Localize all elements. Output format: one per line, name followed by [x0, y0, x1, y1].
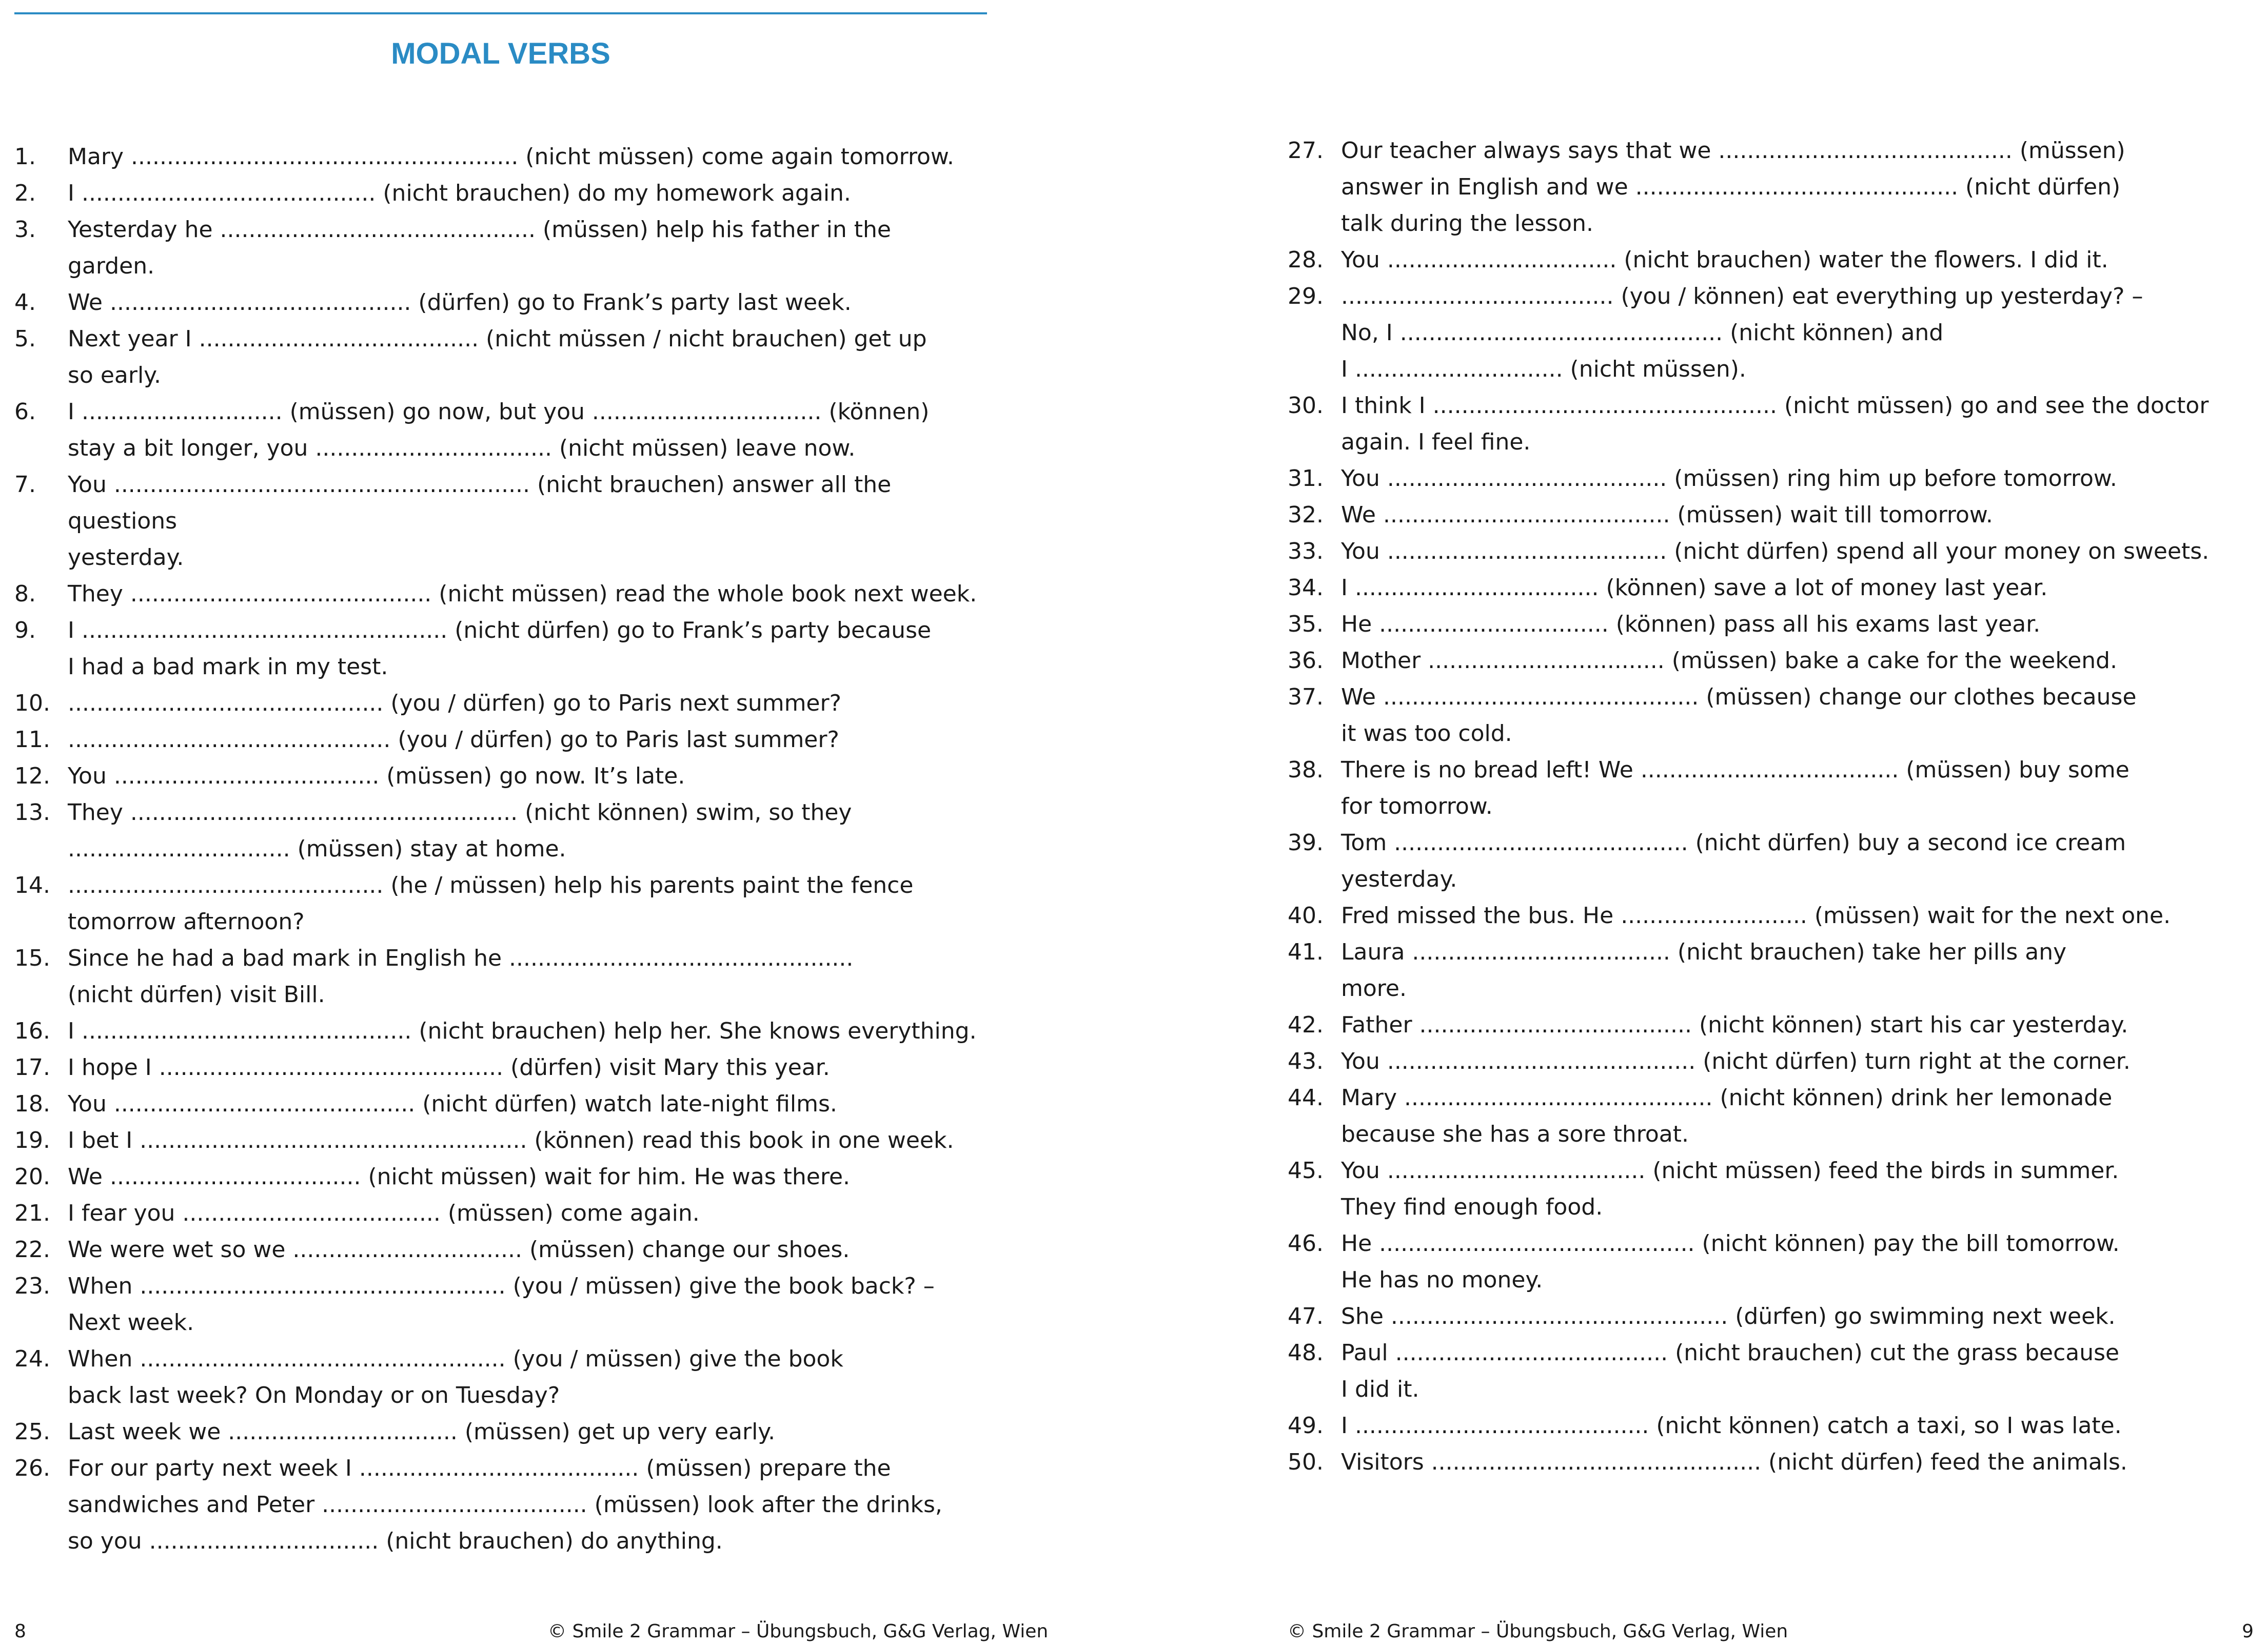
exercise-text: I hope I ................................................ (dürfen) visit Mary this year. — [68, 1054, 830, 1081]
exercise-number: 15. — [14, 945, 50, 971]
exercise-text: I ............................ (müssen) go now, but you ................................ (können) stay a bit longer, you ................................. (nicht müssen) leave now. — [68, 399, 930, 461]
exercise-number: 31. — [1288, 465, 1324, 492]
exercise-text: You .......................................................... (nicht brauchen) answer all the questions yesterday. — [68, 472, 892, 571]
exercise-text: We .......................................... (dürfen) go to Frank’s party last week. — [68, 289, 852, 316]
exercise-item — [14, 466, 979, 576]
exercise-item — [14, 1122, 979, 1159]
exercise-item — [14, 1086, 979, 1122]
exercise-number: 32. — [1288, 502, 1324, 528]
exercise-number: 1. — [14, 144, 36, 170]
exercise-item — [1288, 460, 2257, 497]
exercise-number: 47. — [1288, 1303, 1324, 1329]
page-number-left: 8 — [14, 1621, 26, 1642]
exercise-item — [1288, 679, 2257, 752]
exercise-number: 21. — [14, 1200, 50, 1226]
exercise-text: We ........................................ (müssen) wait till tomorrow. — [1341, 502, 1993, 528]
copyright-left: © Smile 2 Grammar – Übungsbuch, G&G Verlag, Wien — [548, 1621, 1049, 1642]
exercise-number: 38. — [1288, 757, 1324, 783]
exercise-text: When ................................................... (you / müssen) give the book back last week? On Monday or on Tuesday? — [68, 1346, 843, 1408]
exercise-number: 20. — [14, 1164, 50, 1190]
exercise-text: Visitors .............................................. (nicht dürfen) feed the animals. — [1341, 1449, 2127, 1475]
exercise-item — [1288, 1335, 2257, 1407]
exercise-text: ............................................ (you / dürfen) go to Paris next summer? — [68, 690, 841, 716]
exercise-text: Mary ........................................... (nicht können) drink her lemonade because she has a sore throat. — [1341, 1085, 2113, 1147]
exercise-number: 49. — [1288, 1413, 1324, 1439]
exercise-item — [14, 794, 979, 867]
exercise-text: I .............................................. (nicht brauchen) help her. She knows everything. — [68, 1018, 977, 1044]
exercise-number: 46. — [1288, 1230, 1324, 1257]
exercise-text: You ....................................... (müssen) ring him up before tomorrow. — [1341, 465, 2117, 492]
exercise-item — [14, 867, 979, 940]
exercise-text: Paul ...................................... (nicht brauchen) cut the grass because I did it. — [1341, 1340, 2120, 1402]
exercise-text: We ............................................ (müssen) change our clothes because it was too cold. — [1341, 684, 2137, 747]
exercise-number: 4. — [14, 289, 36, 316]
exercise-item — [14, 321, 979, 394]
copyright-right: © Smile 2 Grammar – Übungsbuch, G&G Verlag, Wien — [1288, 1621, 1788, 1642]
exercise-text: Yesterday he ............................................ (müssen) help his father in the garden. — [68, 217, 891, 279]
exercise-item — [14, 1450, 979, 1559]
exercise-number: 24. — [14, 1346, 50, 1372]
exercise-item — [1288, 934, 2257, 1007]
exercise-item — [1288, 606, 2257, 642]
exercise-item — [14, 1341, 979, 1414]
exercise-text: Our teacher always says that we ......................................... (müssen) answer in English and we ............................................. (nicht dürfen) talk during the lesson. — [1341, 138, 2125, 237]
exercise-number: 5. — [14, 326, 36, 352]
exercise-number: 12. — [14, 763, 50, 789]
exercise-item — [1288, 242, 2257, 278]
exercise-item — [1288, 497, 2257, 533]
exercise-item — [14, 1159, 979, 1195]
exercise-list-left — [14, 139, 979, 1559]
exercise-number: 50. — [1288, 1449, 1324, 1475]
exercise-number: 7. — [14, 472, 36, 498]
exercise-number: 13. — [14, 799, 50, 826]
exercise-text: ...................................... (you / können) eat everything up yesterday? – No, I ............................................. (nicht können) and I ............................. (nicht müssen). — [1341, 283, 2143, 382]
exercise-number: 22. — [14, 1237, 50, 1263]
exercise-item — [14, 1414, 979, 1450]
exercise-number: 6. — [14, 399, 36, 425]
exercise-number: 10. — [14, 690, 50, 716]
exercise-number: 35. — [1288, 611, 1324, 637]
exercise-item — [14, 1268, 979, 1341]
exercise-item — [1288, 897, 2257, 934]
exercise-item — [1288, 1152, 2257, 1225]
exercise-number: 41. — [1288, 939, 1324, 965]
exercise-item — [1288, 278, 2257, 387]
exercise-number: 36. — [1288, 648, 1324, 674]
page-number-right: 9 — [2242, 1621, 2254, 1642]
exercise-text: They .......................................... (nicht müssen) read the whole book next week. — [68, 581, 977, 607]
exercise-item — [14, 612, 979, 685]
exercise-text: You ....................................... (nicht dürfen) spend all your money on sweets. — [1341, 538, 2210, 564]
exercise-text: Last week we ................................ (müssen) get up very early. — [68, 1419, 776, 1445]
exercise-number: 26. — [14, 1455, 50, 1481]
exercise-number: 43. — [1288, 1048, 1324, 1074]
exercise-text: We ................................... (nicht müssen) wait for him. He was there. — [68, 1164, 851, 1190]
exercise-item — [1288, 1080, 2257, 1152]
exercise-item — [14, 1195, 979, 1231]
exercise-item — [14, 685, 979, 721]
exercise-number: 17. — [14, 1054, 50, 1081]
exercise-number: 40. — [1288, 903, 1324, 929]
exercise-item — [1288, 1444, 2257, 1480]
exercise-text: Laura .................................... (nicht brauchen) take her pills any more. — [1341, 939, 2067, 1002]
exercise-text: Fred missed the bus. He .......................... (müssen) wait for the next one. — [1341, 903, 2171, 929]
exercise-item — [14, 394, 979, 466]
exercise-item — [14, 940, 979, 1013]
exercise-item — [14, 1013, 979, 1049]
exercise-number: 25. — [14, 1419, 50, 1445]
exercise-text: ............................................ (he / müssen) help his parents paint the fence tomorrow afternoon? — [68, 872, 914, 935]
exercise-number: 11. — [14, 727, 50, 753]
exercise-number: 2. — [14, 180, 36, 206]
exercise-item — [14, 284, 979, 321]
exercise-item — [1288, 752, 2257, 825]
exercise-item — [14, 211, 979, 284]
exercise-item — [14, 139, 979, 175]
exercise-number: 33. — [1288, 538, 1324, 564]
exercise-text: She ............................................... (dürfen) go swimming next week. — [1341, 1303, 2116, 1329]
exercise-text: I ......................................... (nicht brauchen) do my homework again. — [68, 180, 851, 206]
exercise-text: Mother ................................. (müssen) bake a cake for the weekend. — [1341, 648, 2118, 674]
exercise-text: You ........................................... (nicht dürfen) turn right at the corner. — [1341, 1048, 2131, 1074]
exercise-number: 8. — [14, 581, 36, 607]
exercise-text: There is no bread left! We .................................... (müssen) buy some for tomorrow. — [1341, 757, 2129, 819]
title-rule — [14, 12, 987, 14]
exercise-item — [14, 721, 979, 758]
exercise-item — [14, 175, 979, 211]
exercise-text: For our party next week I ....................................... (müssen) prepare the sandwiches and Peter ..................................... (müssen) look after the drinks, so you ................................ (nicht brauchen) do anything. — [68, 1455, 942, 1554]
exercise-text: I fear you .................................... (müssen) come again. — [68, 1200, 700, 1226]
exercise-item — [14, 1049, 979, 1086]
exercise-text: I think I ................................................ (nicht müssen) go and see the doctor again. I feel fine. — [1341, 393, 2209, 455]
exercise-text: He ............................................ (nicht können) pay the bill tomorrow. He has no money. — [1341, 1230, 2120, 1293]
exercise-item — [14, 576, 979, 612]
exercise-text: You .................................... (nicht müssen) feed the birds in summer. They find enough food. — [1341, 1158, 2119, 1220]
exercise-text: You ................................ (nicht brauchen) water the flowers. I did it. — [1341, 247, 2108, 273]
exercise-text: You .......................................... (nicht dürfen) watch late-night films. — [68, 1091, 837, 1117]
exercise-number: 23. — [14, 1273, 50, 1299]
exercise-text: ............................................. (you / dürfen) go to Paris last summer? — [68, 727, 839, 753]
exercise-number: 39. — [1288, 830, 1324, 856]
exercise-item — [1288, 1407, 2257, 1444]
exercise-text: Mary ...................................................... (nicht müssen) come again tomorrow. — [68, 144, 954, 170]
exercise-item — [1288, 570, 2257, 606]
exercise-item — [1288, 533, 2257, 570]
exercise-item — [1288, 387, 2257, 460]
exercise-text: I bet I ...................................................... (können) read this book in one week. — [68, 1127, 954, 1153]
exercise-number: 30. — [1288, 393, 1324, 419]
exercise-item — [1288, 825, 2257, 897]
exercise-number: 28. — [1288, 247, 1324, 273]
exercise-item — [1288, 642, 2257, 679]
exercise-text: I ......................................... (nicht können) catch a taxi, so I was late. — [1341, 1413, 2122, 1439]
exercise-number: 19. — [14, 1127, 50, 1153]
exercise-text: You ..................................... (müssen) go now. It’s late. — [68, 763, 685, 789]
exercise-number: 27. — [1288, 138, 1324, 164]
exercise-text: When ................................................... (you / müssen) give the book back? – Next week. — [68, 1273, 935, 1336]
exercise-number: 45. — [1288, 1158, 1324, 1184]
exercise-text: They ...................................................... (nicht können) swim, so they ............................... (müssen) stay at home. — [68, 799, 852, 862]
exercise-number: 29. — [1288, 283, 1324, 309]
exercise-item — [1288, 132, 2257, 242]
exercise-number: 3. — [14, 217, 36, 243]
exercise-text: Tom ......................................... (nicht dürfen) buy a second ice cream yesterday. — [1341, 830, 2126, 892]
exercise-item — [1288, 1007, 2257, 1043]
exercise-item — [1288, 1225, 2257, 1298]
exercise-number: 34. — [1288, 575, 1324, 601]
exercise-number: 37. — [1288, 684, 1324, 710]
exercise-text: I .................................. (können) save a lot of money last year. — [1341, 575, 2048, 601]
exercise-text: I ................................................... (nicht dürfen) go to Frank’s party because I had a bad mark in my test. — [68, 617, 932, 680]
exercise-number: 42. — [1288, 1012, 1324, 1038]
exercise-text: Father ...................................... (nicht können) start his car yesterday. — [1341, 1012, 2128, 1038]
exercise-number: 14. — [14, 872, 50, 898]
exercise-number: 44. — [1288, 1085, 1324, 1111]
exercise-list-right — [1288, 132, 2257, 1480]
exercise-text: He ................................ (können) pass all his exams last year. — [1341, 611, 2041, 637]
exercise-number: 16. — [14, 1018, 50, 1044]
exercise-text: Next year I ....................................... (nicht müssen / nicht brauchen) get up so early. — [68, 326, 927, 388]
exercise-item — [14, 1231, 979, 1268]
exercise-text: We were wet so we ................................ (müssen) change our shoes. — [68, 1237, 850, 1263]
exercise-item — [1288, 1043, 2257, 1080]
exercise-number: 9. — [14, 617, 36, 643]
exercise-number: 48. — [1288, 1340, 1324, 1366]
exercise-item — [1288, 1298, 2257, 1335]
page-title: MODAL VERBS — [391, 36, 610, 70]
exercise-text: Since he had a bad mark in English he ................................................ (nicht dürfen) visit Bill. — [68, 945, 854, 1008]
exercise-item — [14, 758, 979, 794]
exercise-number: 18. — [14, 1091, 50, 1117]
